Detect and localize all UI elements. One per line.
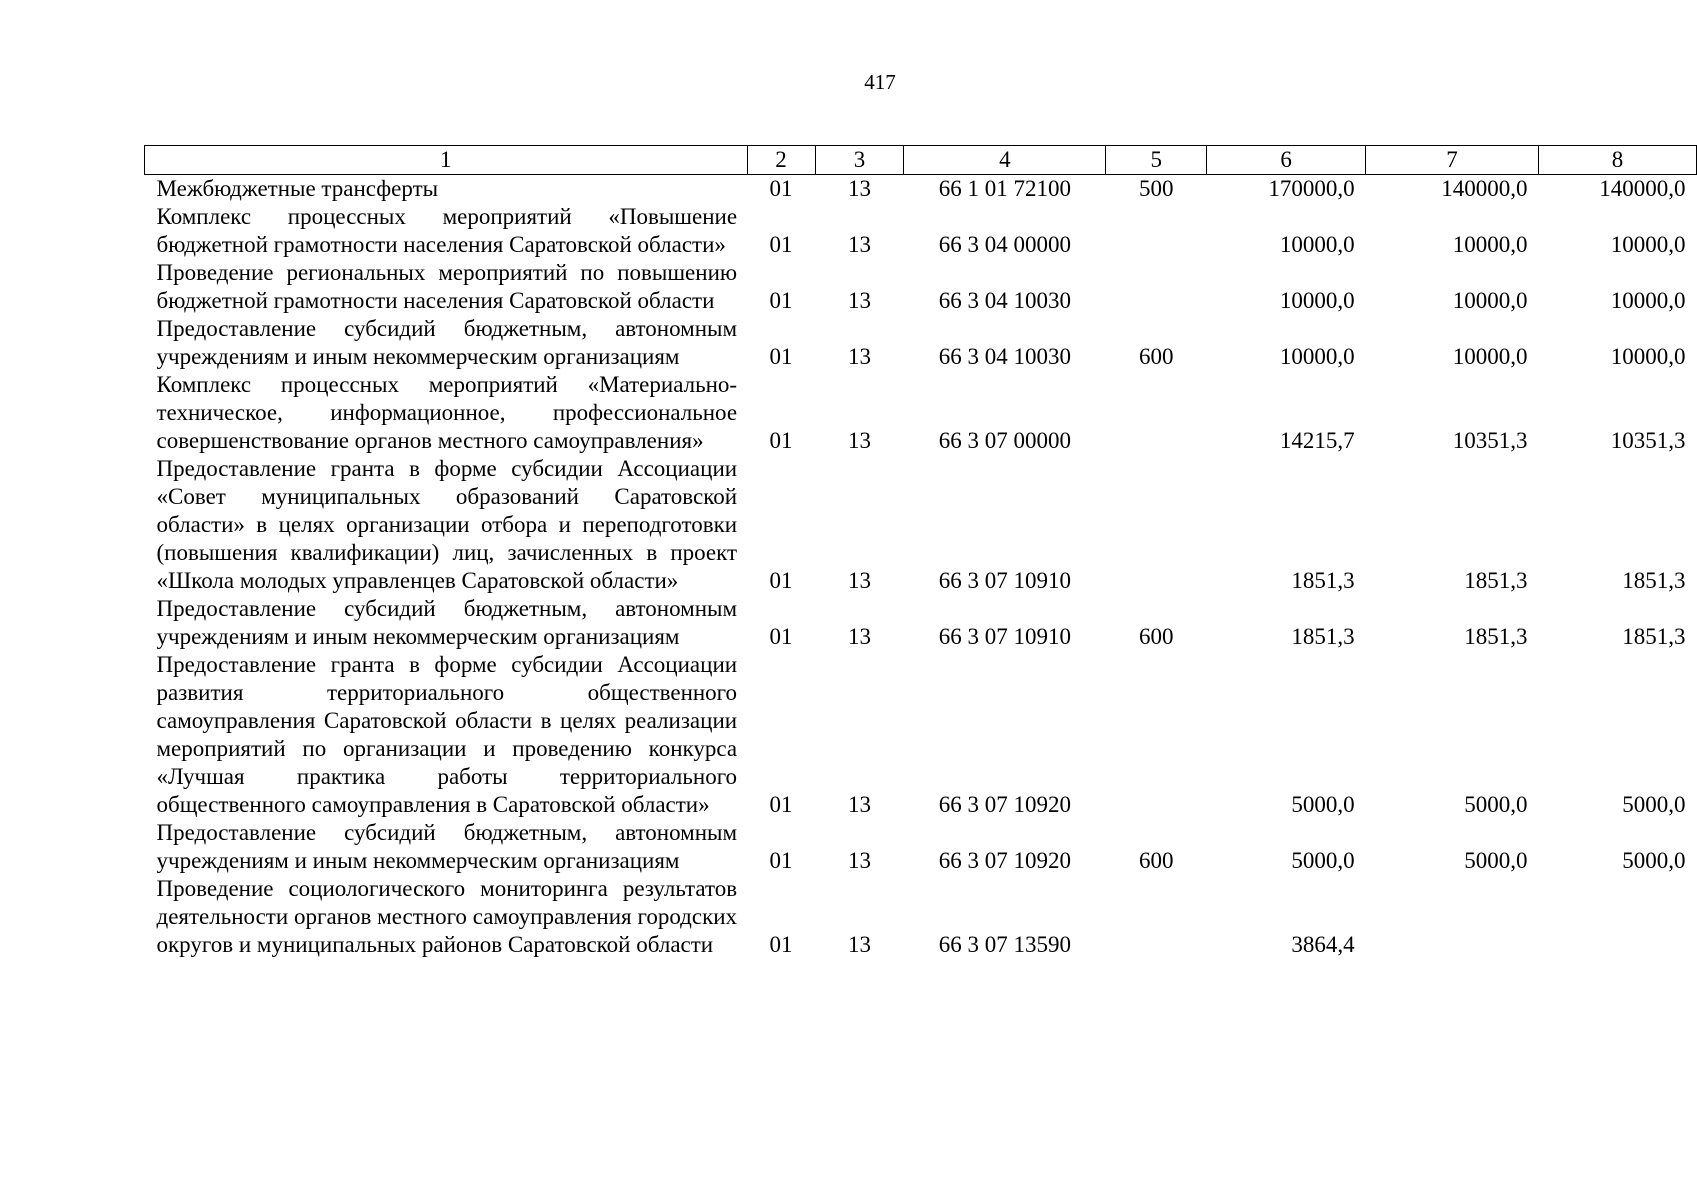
target-article-code: 66 3 07 00000: [938, 428, 1071, 453]
section-code: 01: [769, 344, 793, 369]
subsection-code: 13: [847, 232, 871, 257]
row-name: Проведение региональных мероприятий по повышению бюджетной грамотности населения Саратовской области: [156, 260, 738, 313]
amount-col6: 1851,3: [1291, 568, 1355, 593]
section-code: 01: [769, 624, 793, 649]
target-article-code: 66 3 04 10030: [938, 344, 1071, 369]
target-article-code: 66 3 07 10920: [938, 848, 1071, 873]
amount-col6: 170000,0: [1268, 176, 1355, 201]
section-code: 01: [769, 176, 793, 201]
amount-col6: 1851,3: [1291, 624, 1355, 649]
amount-col8: 10000,0: [1610, 344, 1686, 369]
row-name: Проведение социологического мониторинга результатов деятельности органов местного самоуправления городских округов и муниципальных районов Саратовской области: [156, 876, 738, 957]
subsection-code: 13: [847, 568, 871, 593]
table-header-row: [145, 146, 1697, 175]
amount-col6: 5000,0: [1291, 792, 1355, 817]
row-name: Предоставление гранта в форме субсидии Ассоциации развития территориального общественного самоуправления Саратовской области в целях реализации мероприятий по организации и проведению конкурса «Лучшая практика работы территориального общественного самоуправления в Саратовской области»: [156, 652, 738, 817]
amount-col7: 5000,0: [1464, 792, 1528, 817]
amount-col6: 3864,4: [1291, 932, 1355, 957]
section-code: 01: [769, 232, 793, 257]
expense-type-code: [1106, 371, 1207, 455]
target-article-code: 66 1 01 72100: [938, 176, 1071, 201]
amount-col8: [1539, 875, 1697, 959]
header-cell: 4: [904, 146, 1106, 175]
header-cell: 6: [1207, 146, 1366, 175]
target-article-code: 66 3 07 10910: [938, 624, 1071, 649]
header-cell: 7: [1366, 146, 1539, 175]
target-article-code: 66 3 04 00000: [938, 232, 1071, 257]
table-row: [145, 595, 1697, 651]
amount-col7: 140000,0: [1441, 176, 1528, 201]
amount-col8: 10000,0: [1610, 288, 1686, 313]
target-article-code: 66 3 04 10030: [938, 288, 1071, 313]
section-code: 01: [769, 932, 793, 957]
expense-type-code: 600: [1138, 848, 1174, 873]
expense-type-code: [1106, 875, 1207, 959]
amount-col6: 10000,0: [1279, 288, 1355, 313]
amount-col7: 10351,3: [1452, 428, 1528, 453]
budget-table: [144, 145, 1697, 959]
subsection-code: 13: [847, 344, 871, 369]
row-name: Предоставление субсидий бюджетным, автономным учреждениям и иным некоммерческим организациям: [156, 596, 738, 649]
row-name: Межбюджетные трансферты: [156, 176, 439, 201]
subsection-code: 13: [847, 176, 871, 201]
amount-col8: 5000,0: [1622, 792, 1686, 817]
amount-col7: 5000,0: [1464, 848, 1528, 873]
subsection-code: 13: [847, 792, 871, 817]
section-code: 01: [769, 288, 793, 313]
table-row: [145, 651, 1697, 819]
expense-type-code: [1106, 259, 1207, 315]
amount-col8: 5000,0: [1622, 848, 1686, 873]
amount-col8: 1851,3: [1622, 624, 1686, 649]
table-row: [145, 315, 1697, 371]
subsection-code: 13: [847, 848, 871, 873]
subsection-code: 13: [847, 624, 871, 649]
subsection-code: 13: [847, 932, 871, 957]
subsection-code: 13: [847, 288, 871, 313]
target-article-code: 66 3 07 13590: [938, 932, 1071, 957]
table-row: [145, 259, 1697, 315]
amount-col8: 10351,3: [1610, 428, 1686, 453]
header-cell: 5: [1106, 146, 1207, 175]
amount-col7: [1366, 875, 1539, 959]
table-row: [145, 175, 1697, 204]
row-name: Комплекс процессных мероприятий «Материально-техническое, информационное, профессиональное совершенствование органов местного самоуправления»: [156, 372, 738, 453]
section-code: 01: [769, 568, 793, 593]
row-name: Предоставление субсидий бюджетным, автономным учреждениям и иным некоммерческим организациям: [156, 316, 738, 369]
amount-col6: 14215,7: [1279, 428, 1355, 453]
header-cell: 1: [145, 146, 748, 175]
table-row: [145, 203, 1697, 259]
amount-col8: 1851,3: [1622, 568, 1686, 593]
amount-col7: 1851,3: [1464, 568, 1528, 593]
amount-col7: 10000,0: [1452, 344, 1528, 369]
section-code: 01: [769, 428, 793, 453]
expense-type-code: [1106, 651, 1207, 819]
target-article-code: 66 3 07 10910: [938, 568, 1071, 593]
expense-type-code: 600: [1138, 624, 1174, 649]
expense-type-code: 600: [1138, 344, 1174, 369]
expense-type-code: 500: [1138, 176, 1174, 201]
header-cell: 2: [747, 146, 815, 175]
amount-col6: 10000,0: [1279, 232, 1355, 257]
amount-col6: 10000,0: [1279, 344, 1355, 369]
section-code: 01: [769, 848, 793, 873]
table-row: [145, 455, 1697, 595]
amount-col8: 10000,0: [1610, 232, 1686, 257]
page-number: 417: [864, 70, 896, 94]
table-row: [145, 371, 1697, 455]
amount-col8: 140000,0: [1599, 176, 1686, 201]
amount-col7: 1851,3: [1464, 624, 1528, 649]
table-row: [145, 875, 1697, 959]
row-name: Комплекс процессных мероприятий «Повышение бюджетной грамотности населения Саратовской области»: [156, 204, 738, 257]
amount-col7: 10000,0: [1452, 288, 1528, 313]
header-cell: 8: [1539, 146, 1697, 175]
subsection-code: 13: [847, 428, 871, 453]
expense-type-code: [1106, 455, 1207, 595]
header-cell: 3: [815, 146, 904, 175]
amount-col6: 5000,0: [1291, 848, 1355, 873]
row-name: Предоставление гранта в форме субсидии Ассоциации «Совет муниципальных образований Саратовской области» в целях организации отбора и переподготовки (повышения квалификации) лиц, зачисленных в проект «Школа молодых управленцев Саратовской области»: [156, 456, 738, 593]
row-name: Предоставление субсидий бюджетным, автономным учреждениям и иным некоммерческим организациям: [156, 820, 738, 873]
expense-type-code: [1106, 203, 1207, 259]
target-article-code: 66 3 07 10920: [938, 792, 1071, 817]
table-row: [145, 819, 1697, 875]
section-code: 01: [769, 792, 793, 817]
amount-col7: 10000,0: [1452, 232, 1528, 257]
